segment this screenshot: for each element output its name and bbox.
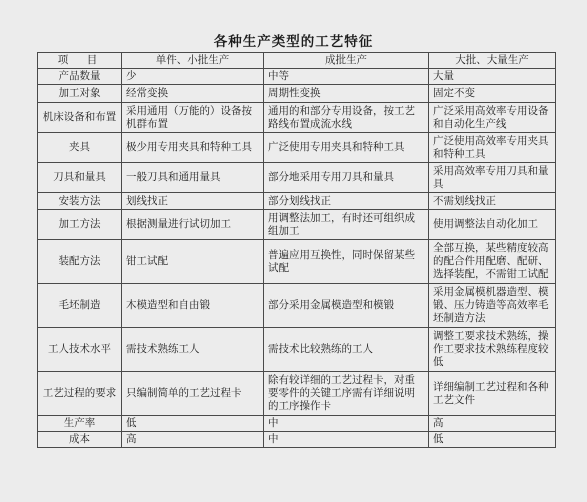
cell-batch: 中 bbox=[264, 432, 429, 448]
table-row bbox=[38, 432, 556, 448]
cell-batch: 需技术比较熟练的工人 bbox=[264, 328, 429, 372]
cell-single: 少 bbox=[122, 69, 264, 85]
cell-single: 只编制简单的工艺过程卡 bbox=[122, 372, 264, 416]
cell-single: 钳工试配 bbox=[122, 240, 264, 284]
cell-single: 低 bbox=[122, 416, 264, 432]
cell-single: 需技术熟练工人 bbox=[122, 328, 264, 372]
process-characteristics-table bbox=[37, 52, 556, 448]
header-batch: 成批生产 bbox=[264, 53, 429, 69]
cell-single: 划线找正 bbox=[122, 193, 264, 210]
cell-batch: 除有较详细的工艺过程卡，对重要零件的关键工序需有详细说明的工序操作卡 bbox=[264, 372, 429, 416]
row-item: 毛坯制造 bbox=[38, 284, 122, 328]
cell-mass: 低 bbox=[429, 432, 556, 448]
table-row bbox=[38, 240, 556, 284]
cell-single: 一般刀具和通用量具 bbox=[122, 163, 264, 193]
table-row bbox=[38, 372, 556, 416]
row-item: 加工方法 bbox=[38, 210, 122, 240]
table-row bbox=[38, 416, 556, 432]
row-item: 刀具和量具 bbox=[38, 163, 122, 193]
row-item: 夹具 bbox=[38, 133, 122, 163]
cell-batch: 部分采用金属模造型和模锻 bbox=[264, 284, 429, 328]
cell-mass: 采用高效率专用刀具和量具 bbox=[429, 163, 556, 193]
cell-mass: 使用调整法自动化加工 bbox=[429, 210, 556, 240]
cell-batch: 中等 bbox=[264, 69, 429, 85]
cell-batch: 用调整法加工，有时还可组织成组加工 bbox=[264, 210, 429, 240]
cell-batch: 广泛使用专用夹具和特种工具 bbox=[264, 133, 429, 163]
cell-batch: 中 bbox=[264, 416, 429, 432]
row-item: 工人技术水平 bbox=[38, 328, 122, 372]
cell-single: 采用通用（万能的）设备按机群布置 bbox=[122, 103, 264, 133]
cell-mass: 广泛采用高效率专用设备和自动化生产线 bbox=[429, 103, 556, 133]
cell-batch: 部分地采用专用刀具和量具 bbox=[264, 163, 429, 193]
row-item: 产品数量 bbox=[38, 69, 122, 85]
header-mass: 大批、大量生产 bbox=[429, 53, 556, 69]
cell-single: 极少用专用夹具和特种工具 bbox=[122, 133, 264, 163]
table-row bbox=[38, 103, 556, 133]
cell-mass: 高 bbox=[429, 416, 556, 432]
table-row bbox=[38, 210, 556, 240]
cell-single: 根据测量进行试切加工 bbox=[122, 210, 264, 240]
table-row bbox=[38, 85, 556, 103]
table-header-row bbox=[38, 53, 556, 69]
row-item: 成本 bbox=[38, 432, 122, 448]
row-item: 加工对象 bbox=[38, 85, 122, 103]
cell-batch: 普遍应用互换性，同时保留某些试配 bbox=[264, 240, 429, 284]
cell-batch: 通用的和部分专用设备，按工艺路线布置成流水线 bbox=[264, 103, 429, 133]
header-single-small-batch: 单件、小批生产 bbox=[122, 53, 264, 69]
row-item: 生产率 bbox=[38, 416, 122, 432]
table-row bbox=[38, 69, 556, 85]
cell-single: 高 bbox=[122, 432, 264, 448]
cell-mass: 广泛使用高效率专用夹具和特种工具 bbox=[429, 133, 556, 163]
table-row bbox=[38, 328, 556, 372]
row-item: 工艺过程的要求 bbox=[38, 372, 122, 416]
header-item: 项 目 bbox=[38, 53, 122, 69]
cell-mass: 固定不变 bbox=[429, 85, 556, 103]
cell-mass: 详细编制工艺过程和各种工艺文件 bbox=[429, 372, 556, 416]
row-item: 安装方法 bbox=[38, 193, 122, 210]
cell-mass: 采用金属模机器造型、模锻、压力铸造等高效率毛坯制造方法 bbox=[429, 284, 556, 328]
page-title: 各种生产类型的工艺特征 bbox=[213, 34, 374, 50]
cell-mass: 不需划线找正 bbox=[429, 193, 556, 210]
cell-batch: 部分划线找正 bbox=[264, 193, 429, 210]
cell-batch: 周期性变换 bbox=[264, 85, 429, 103]
row-item: 机床设备和布置 bbox=[38, 103, 122, 133]
cell-mass: 全部互换，某些精度较高的配合件用配磨、配研、选择装配，不需钳工试配 bbox=[429, 240, 556, 284]
table-row bbox=[38, 133, 556, 163]
row-item: 装配方法 bbox=[38, 240, 122, 284]
table-row bbox=[38, 193, 556, 210]
cell-single: 经常变换 bbox=[122, 85, 264, 103]
cell-mass: 调整工要求技术熟练，操作工要求技术熟练程度较低 bbox=[429, 328, 556, 372]
cell-single: 木模造型和自由锻 bbox=[122, 284, 264, 328]
cell-mass: 大量 bbox=[429, 69, 556, 85]
table-row bbox=[38, 284, 556, 328]
table-row bbox=[38, 163, 556, 193]
